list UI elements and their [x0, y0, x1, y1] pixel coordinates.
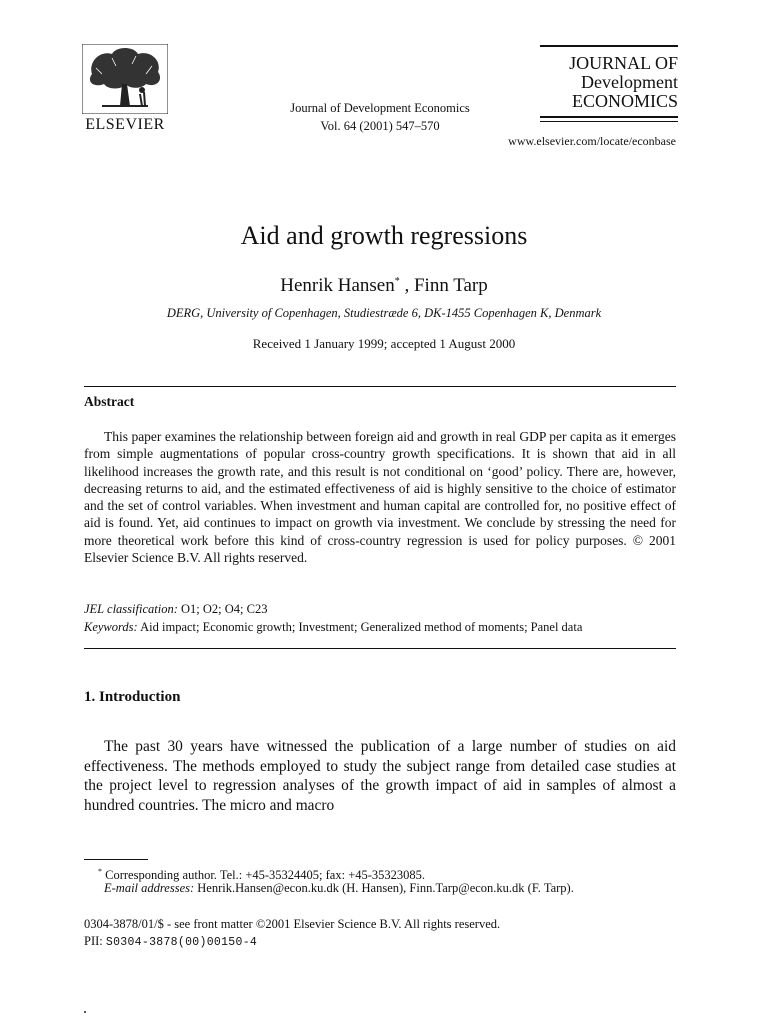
journal-url[interactable]: www.elsevier.com/locate/econbase — [508, 134, 676, 148]
keywords-label: Keywords: — [84, 620, 138, 634]
author-separator: , — [399, 275, 414, 296]
received-dates: Received 1 January 1999; accepted 1 August 2000 — [252, 336, 516, 351]
footnote-mark: * — [98, 867, 102, 876]
corresponding-author-mark: * — [394, 276, 400, 287]
article-title: Aid and growth regressions — [240, 221, 528, 250]
author-hansen: Henrik Hansen — [280, 275, 395, 296]
elsevier-tree-icon — [82, 44, 168, 114]
journal-logo-bottom-rule — [540, 116, 678, 118]
email-addresses[interactable]: Henrik.Hansen@econ.ku.dk (H. Hansen), Finn.Tarp@econ.ku.dk (F. Tarp). — [194, 881, 574, 895]
abstract-text: This paper examines the relationship between foreign aid and growth in real GDP per capita as it emerges from simple augmentations of popular cross-country growth specifications. It is shown that aid in all likelihood increases the growth rate, and this result is not conditional on ‘good’ policy. There are, however, decreasing returns to aid, and the estimated effectiveness of aid is highly sensitive to the choice of estimator and the set of control variables. When investment and human capital are controlled for, no positive effect of aid is found. Yet, aid continues to impact on growth via investment. We conclude by stressing the need for more theoretical work before this kind of cross-country regression is used for policy purposes. © 2001 Elsevier Science B.V. All rights reserved. — [84, 429, 676, 566]
journal-logo-line-1: JOURNAL OF — [569, 53, 678, 73]
jel-value: O1; O2; O4; C23 — [177, 602, 268, 616]
email-label: E-mail addresses: — [104, 881, 195, 895]
pii-line — [84, 933, 684, 951]
footnote-corresponding-text: Corresponding author. Tel.: +45-35324405; fax: +45-35323085. — [105, 868, 426, 882]
section-heading: 1. Introduction — [84, 689, 181, 705]
jel-classification — [84, 602, 684, 617]
abstract-top-rule — [84, 386, 676, 387]
journal-citation — [230, 99, 530, 135]
author-tarp: Finn Tarp — [413, 275, 488, 296]
journal-logo-top-rule — [540, 45, 678, 47]
author-list — [0, 275, 768, 297]
journal-name: Journal of Development Economics — [290, 101, 470, 115]
abstract-bottom-rule — [84, 648, 676, 649]
author-affiliation: DERG, University of Copenhagen, Studiestræde 6, DK-1455 Copenhagen K, Denmark — [166, 306, 602, 320]
journal-logo — [540, 45, 678, 122]
keywords-value: Aid impact; Economic growth; Investment; Generalized method of moments; Panel data — [137, 620, 583, 634]
footnote-emails — [84, 880, 704, 897]
publisher-name: ELSEVIER — [85, 116, 165, 133]
pii-label: PII: — [84, 934, 106, 948]
page-mark — [84, 1011, 86, 1013]
issn-line: 0304-3878/01/$ - see front matter ©2001 Elsevier Science B.V. All rights reserved. — [84, 917, 501, 931]
journal-logo-line-3: ECONOMICS — [571, 91, 678, 111]
journal-logo-bottom-rule-thin — [540, 121, 678, 122]
elsevier-logo — [82, 44, 174, 134]
journal-logo-line-2: Development — [581, 72, 678, 92]
volume-info: Vol. 64 (2001) 547–570 — [320, 119, 440, 133]
jel-label: JEL classification: — [84, 602, 178, 616]
keywords — [84, 620, 684, 635]
pii-value: S0304-3878(00)00150-4 — [105, 936, 258, 949]
footnote-rule — [84, 859, 148, 860]
section-body-text: The past 30 years have witnessed the publication of a large number of studies on aid effectiveness. The methods employed to study the subject range from detailed case studies at the project level to regression analyses of the growth impact of aid in samples of almost a hundred countries. The micro and macro — [84, 738, 676, 815]
abstract-heading: Abstract — [84, 394, 135, 409]
